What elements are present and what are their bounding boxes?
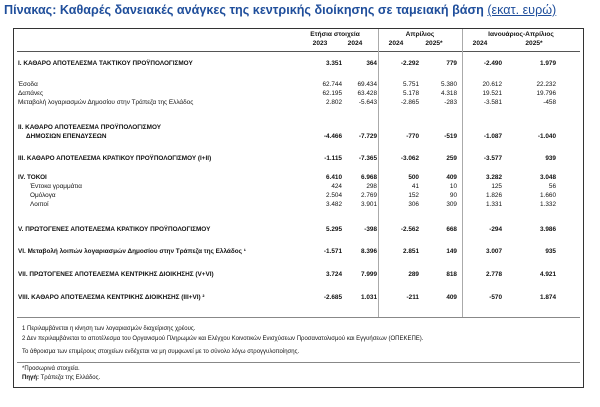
header-group-annual: Ετήσια στοιχεία (310, 31, 360, 38)
cell-value: -7.729 (358, 133, 377, 140)
cell-value: 3.351 (326, 60, 342, 67)
source-text: Τράπεζα της Ελλάδος. (40, 375, 101, 381)
cell-value: 20.612 (482, 81, 502, 88)
cell-value: 4.318 (441, 90, 457, 97)
cell-value: 1.332 (540, 201, 556, 208)
cell-value: -2.685 (323, 294, 342, 301)
cell-value: 2.778 (486, 271, 502, 278)
cell-value: 1.979 (540, 60, 556, 67)
cell-value: 6.410 (326, 174, 342, 181)
cell-value: -398 (364, 226, 377, 233)
row-label-continued: ΔΗΜΟΣΙΩΝ ΕΠΕΝΔΥΣΕΩΝ (26, 133, 107, 140)
header-group-jan-apr: Ιανουάριος-Απρίλιος (488, 31, 554, 38)
cell-value: -7.365 (358, 155, 377, 162)
row-label: Έντοκα γραμμάτια (30, 183, 83, 190)
cell-value: 364 (366, 60, 377, 67)
cell-value: 3.282 (486, 174, 502, 181)
cell-value: 63.428 (357, 90, 377, 97)
notes-divider (17, 317, 580, 318)
cell-value: 1.331 (486, 201, 502, 208)
table-title (4, 3, 598, 17)
cell-value: -1.571 (323, 248, 342, 255)
table-row (18, 294, 578, 304)
cell-value: 10 (449, 183, 457, 190)
row-label: Δαπάνες (18, 90, 44, 97)
cell-value: 125 (491, 183, 502, 190)
source-line (22, 375, 100, 381)
cell-value: 424 (331, 183, 342, 190)
cell-value: 8.396 (361, 248, 377, 255)
cell-value: 409 (446, 294, 457, 301)
cell-value: -1.115 (324, 155, 342, 162)
cell-value: -4.466 (323, 133, 342, 140)
table-row (18, 201, 578, 211)
source-divider (17, 362, 580, 363)
cell-value: -519 (444, 133, 457, 140)
cell-value: 298 (366, 183, 377, 190)
cell-value: 62.744 (322, 81, 342, 88)
cell-value: 3.901 (361, 201, 377, 208)
row-label: VI. Μεταβολή λοιπών λογαριασμών Δημοσίου στην Τράπεζα της Ελλάδος ¹ (18, 248, 246, 255)
rounding-note: Το άθροισμα των επιμέρους στοιχείων ενδέχεται να μη συμφωνεί με το σύνολο λόγω στρογγυλοποίησης. (22, 349, 300, 355)
cell-value: 7.999 (361, 271, 377, 278)
cell-value: -2.292 (400, 60, 419, 67)
cell-value: 5.295 (326, 226, 342, 233)
cell-value: 779 (446, 60, 457, 67)
cell-value: 668 (446, 226, 457, 233)
cell-value: -283 (444, 99, 457, 106)
header-year: 2024 (388, 40, 404, 47)
cell-value: 289 (408, 271, 419, 278)
cell-value: 818 (446, 271, 457, 278)
cell-value: 306 (408, 201, 419, 208)
row-label: Μεταβολή λογαριασμών Δημοσίου στην Τράπεζα της Ελλάδος (18, 99, 194, 106)
cell-value: -2.562 (400, 226, 419, 233)
cell-value: -570 (489, 294, 502, 301)
cell-value: 90 (449, 192, 457, 199)
cell-value: 152 (408, 192, 419, 199)
cell-value: 409 (446, 174, 457, 181)
cell-value: 19.796 (536, 90, 556, 97)
table-row (18, 248, 578, 258)
cell-value: 4.921 (540, 271, 556, 278)
cell-value: 5.751 (403, 81, 419, 88)
cell-value: -3.062 (400, 155, 419, 162)
cell-value: 259 (446, 155, 457, 162)
cell-value: -2.865 (400, 99, 419, 106)
cell-value: 19.521 (482, 90, 502, 97)
cell-value: 1.660 (540, 192, 556, 199)
cell-value: -294 (489, 226, 502, 233)
cell-value: -211 (406, 294, 419, 301)
cell-value: -770 (406, 133, 419, 140)
table-row (18, 60, 578, 70)
cell-value: 1.826 (486, 192, 502, 199)
cell-value: 1.031 (361, 294, 377, 301)
header-group-april: Απρίλιος (405, 31, 435, 38)
header-year: 2025* (525, 40, 543, 47)
cell-value: 56 (548, 183, 556, 190)
cell-value: 5.380 (441, 81, 457, 88)
cell-value: 6.968 (361, 174, 377, 181)
cell-value: 5.178 (403, 90, 419, 97)
source-label: Πηγή: (22, 375, 39, 381)
row-label: Έσοδα (18, 81, 38, 88)
header-year: 2023 (312, 40, 328, 47)
header-year: 2025* (425, 40, 443, 47)
table-row (18, 124, 578, 144)
table-row (18, 155, 578, 165)
row-label: V. ΠΡΩΤΟΓΕΝΕΣ ΑΠΟΤΕΛΕΣΜΑ ΚΡΑΤΙΚΟΥ ΠΡΟΫΠΟΛΟΓΙΣΜΟΥ (18, 226, 211, 233)
cell-value: 3.986 (540, 226, 556, 233)
cell-value: 149 (446, 248, 457, 255)
provisional-note: *Προσωρινά στοιχεία. (22, 366, 80, 372)
cell-value: -3.581 (483, 99, 502, 106)
cell-value: 69.434 (357, 81, 377, 88)
row-label: Ομόλογα (30, 192, 56, 199)
table-row (18, 226, 578, 236)
header-divider (17, 51, 580, 52)
cell-value: 2.504 (326, 192, 342, 199)
cell-value: -458 (543, 99, 556, 106)
row-label: II. ΚΑΘΑΡΟ ΑΠΟΤΕΛΕΣΜΑ ΠΡΟΫΠΟΛΟΓΙΣΜΟΥ (18, 124, 162, 131)
cell-value: 3.007 (486, 248, 502, 255)
table-frame (13, 28, 584, 388)
cell-value: 22.232 (536, 81, 556, 88)
row-label: Λοιποί (30, 201, 49, 208)
cell-value: 62.195 (322, 90, 342, 97)
header-year: 2024 (347, 40, 363, 47)
header-year: 2024 (472, 40, 488, 47)
table-row (18, 99, 578, 109)
cell-value: -5.643 (358, 99, 377, 106)
cell-value: 3.724 (326, 271, 342, 278)
cell-value: -3.577 (483, 155, 502, 162)
title-unit: (εκατ. ευρώ) (487, 3, 557, 17)
cell-value: 2.802 (326, 99, 342, 106)
cell-value: 2.851 (403, 248, 419, 255)
footnote-1: 1 Περιλαμβάνεται η κίνηση των λογαριασμών διαχείρισης χρέους. (22, 326, 196, 332)
footnote-2: 2 Δεν περιλαμβάνεται το αποτέλεσμα του Οργανισμού Πληρωμών και Ελέγχου Κοινοτικών Ενισχύσεων Προσανατολισμού και Εγγυήσεων (ΟΠΕΚΕΠΕ). (22, 336, 424, 342)
row-label: VIII. ΚΑΘΑΡΟ ΑΠΟΤΕΛΕΣΜΑ ΚΕΝΤΡΙΚΗΣ ΔΙΟΙΚΗΣΗΣ (III+VI) ² (18, 294, 205, 301)
cell-value: 500 (408, 174, 419, 181)
row-label: VII. ΠΡΩΤΟΓΕΝΕΣ ΑΠΟΤΕΛΕΣΜΑ ΚΕΝΤΡΙΚΗΣ ΔΙΟΙΚΗΣΗΣ (V+VI) (18, 271, 214, 278)
cell-value: -1.087 (483, 133, 502, 140)
row-label: IV. ΤΟΚΟΙ (18, 174, 47, 181)
cell-value: 309 (446, 201, 457, 208)
cell-value: 2.769 (361, 192, 377, 199)
cell-value: -1.040 (537, 133, 556, 140)
cell-value: 935 (545, 248, 556, 255)
cell-value: 3.048 (540, 174, 556, 181)
title-text: Πίνακας: Καθαρές δανειακές ανάγκες της κεντρικής διοίκησης σε ταμειακή βάση (4, 3, 484, 17)
cell-value: 939 (545, 155, 556, 162)
table-row (18, 271, 578, 281)
cell-value: -2.490 (483, 60, 502, 67)
cell-value: 3.482 (326, 201, 342, 208)
row-label: I. ΚΑΘΑΡΟ ΑΠΟΤΕΛΕΣΜΑ ΤΑΚΤΙΚΟΥ ΠΡΟΫΠΟΛΟΓΙΣΜΟΥ (18, 60, 193, 67)
cell-value: 1.874 (540, 294, 556, 301)
row-label: III. ΚΑΘΑΡΟ ΑΠΟΤΕΛΕΣΜΑ ΚΡΑΤΙΚΟΥ ΠΡΟΫΠΟΛΟΓΙΣΜΟΥ (I+II) (18, 155, 212, 162)
cell-value: 41 (411, 183, 419, 190)
